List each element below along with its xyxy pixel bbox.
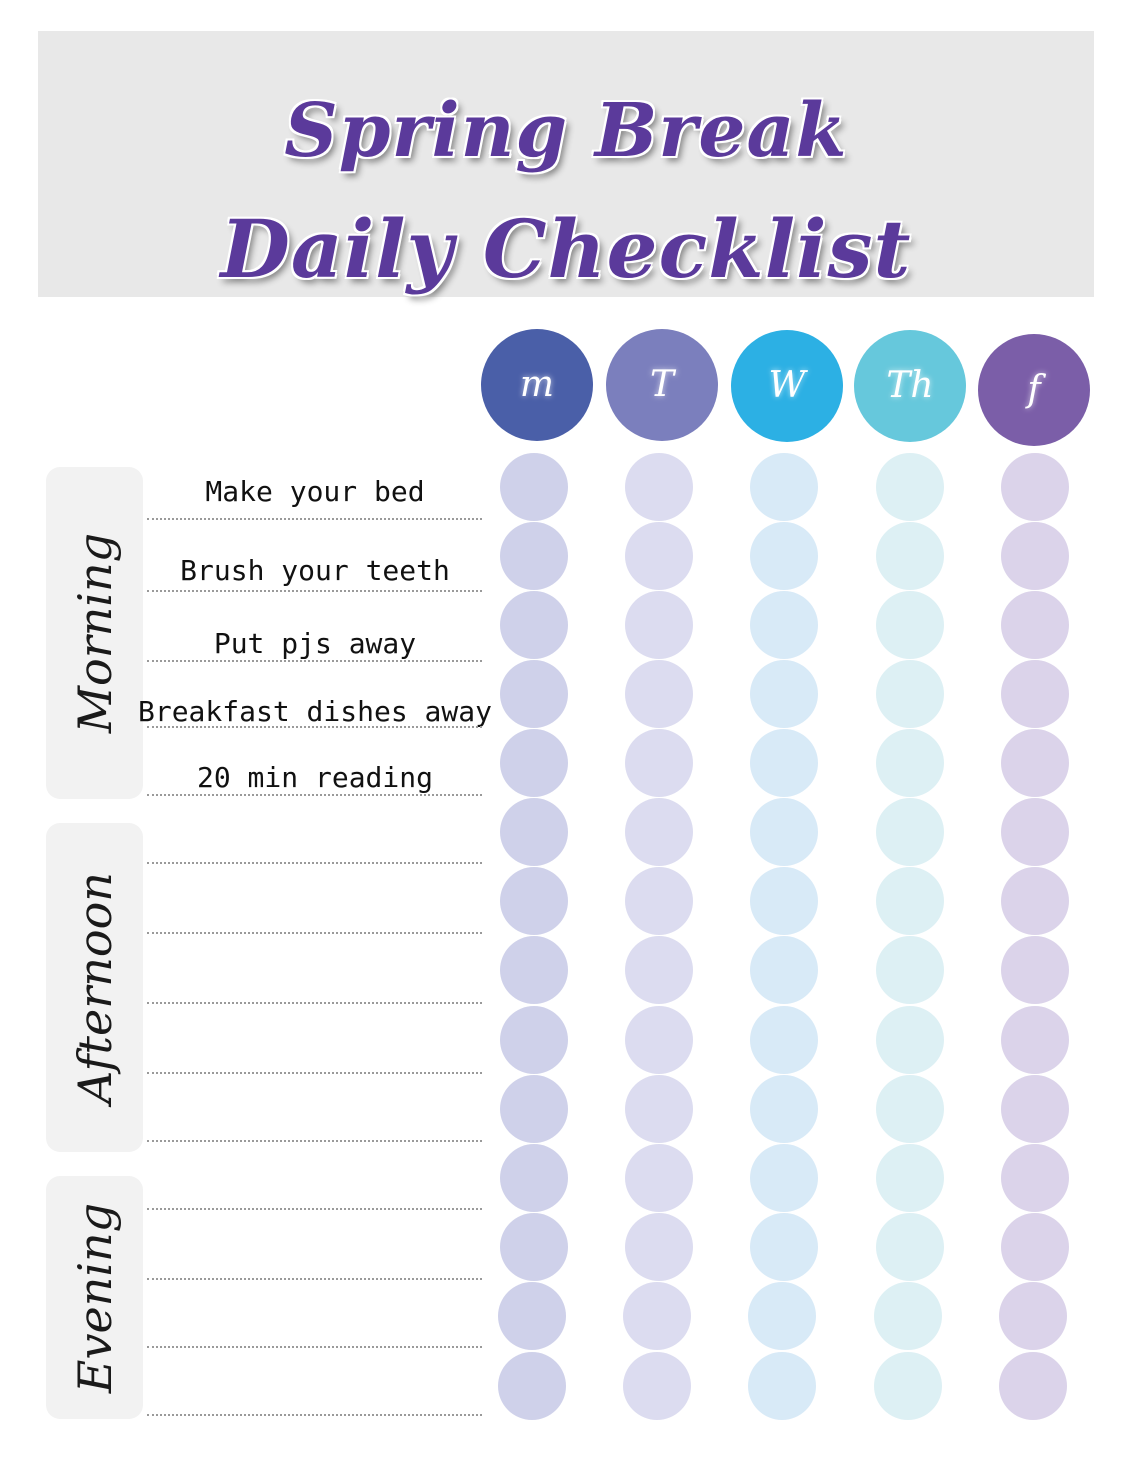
check-circle-t-1[interactable]: [625, 453, 693, 521]
check-circle-m-9[interactable]: [500, 1006, 568, 1074]
check-circle-w-8[interactable]: [750, 936, 818, 1004]
check-circle-th-1[interactable]: [876, 453, 944, 521]
check-circle-f-10[interactable]: [1001, 1075, 1069, 1143]
section-label-evening: Evening: [67, 1202, 122, 1393]
check-circle-w-4[interactable]: [750, 660, 818, 728]
check-circle-m-11[interactable]: [500, 1144, 568, 1212]
check-circle-w-9[interactable]: [750, 1006, 818, 1074]
check-circle-m-7[interactable]: [500, 867, 568, 935]
check-circle-m-3[interactable]: [500, 591, 568, 659]
check-circle-th-11[interactable]: [876, 1144, 944, 1212]
check-circle-m-6[interactable]: [500, 798, 568, 866]
check-circle-th-7[interactable]: [876, 867, 944, 935]
task-line: [147, 1414, 482, 1416]
task-line: [147, 1140, 482, 1142]
check-circle-f-7[interactable]: [1001, 867, 1069, 935]
check-circle-w-14[interactable]: [748, 1352, 816, 1420]
header: [38, 31, 1094, 297]
task-reading: 20 min reading: [196, 761, 433, 794]
check-circle-th-4[interactable]: [876, 660, 944, 728]
task-line: [147, 660, 482, 662]
check-circle-m-12[interactable]: [500, 1213, 568, 1281]
task-line: [147, 518, 482, 520]
check-circle-f-6[interactable]: [1001, 798, 1069, 866]
check-circle-th-10[interactable]: [876, 1075, 944, 1143]
check-circle-th-5[interactable]: [876, 729, 944, 797]
task-breakfast-dishes: Breakfast dishes away: [137, 695, 492, 728]
check-circle-f-1[interactable]: [1001, 453, 1069, 521]
check-circle-w-11[interactable]: [750, 1144, 818, 1212]
check-circle-w-10[interactable]: [750, 1075, 818, 1143]
check-circle-w-6[interactable]: [750, 798, 818, 866]
check-circle-th-2[interactable]: [876, 522, 944, 590]
check-circle-t-9[interactable]: [625, 1006, 693, 1074]
section-afternoon: [46, 823, 143, 1152]
check-circle-m-5[interactable]: [500, 729, 568, 797]
check-circle-t-7[interactable]: [625, 867, 693, 935]
task-line: [147, 1072, 482, 1074]
check-circle-m-2[interactable]: [500, 522, 568, 590]
task-line: [147, 862, 482, 864]
task-line: [147, 1208, 482, 1210]
check-circle-t-5[interactable]: [625, 729, 693, 797]
check-circle-t-8[interactable]: [625, 936, 693, 1004]
task-line: [147, 1278, 482, 1280]
task-line: [147, 1346, 482, 1348]
day-thursday: Th: [854, 330, 966, 442]
check-circle-f-2[interactable]: [1001, 522, 1069, 590]
check-circle-f-3[interactable]: [1001, 591, 1069, 659]
check-circle-t-14[interactable]: [623, 1352, 691, 1420]
check-circle-t-2[interactable]: [625, 522, 693, 590]
check-circle-f-5[interactable]: [1001, 729, 1069, 797]
check-circle-m-1[interactable]: [500, 453, 568, 521]
check-circle-f-9[interactable]: [1001, 1006, 1069, 1074]
check-circle-t-13[interactable]: [623, 1282, 691, 1350]
day-wednesday: W: [731, 330, 843, 442]
check-circle-f-11[interactable]: [1001, 1144, 1069, 1212]
check-circle-th-9[interactable]: [876, 1006, 944, 1074]
day-tuesday: T: [606, 329, 718, 441]
check-circle-w-2[interactable]: [750, 522, 818, 590]
check-circle-th-13[interactable]: [874, 1282, 942, 1350]
check-circle-th-6[interactable]: [876, 798, 944, 866]
check-circle-m-10[interactable]: [500, 1075, 568, 1143]
check-circle-t-4[interactable]: [625, 660, 693, 728]
check-circle-th-3[interactable]: [876, 591, 944, 659]
task-put-pjs-away: Put pjs away: [213, 627, 417, 660]
task-line: [147, 794, 482, 796]
section-label-morning: Morning: [67, 532, 122, 734]
task-line: [147, 726, 482, 728]
section-label-afternoon: Afternoon: [67, 871, 122, 1104]
check-circle-t-6[interactable]: [625, 798, 693, 866]
check-circle-th-12[interactable]: [876, 1213, 944, 1281]
task-make-bed: Make your bed: [205, 475, 425, 508]
check-circle-th-14[interactable]: [874, 1352, 942, 1420]
check-circle-m-8[interactable]: [500, 936, 568, 1004]
page-title-line2: Daily Checklist: [220, 202, 912, 296]
page-title-line1: Spring Break: [284, 88, 848, 174]
day-friday: f: [978, 334, 1090, 446]
check-circle-t-10[interactable]: [625, 1075, 693, 1143]
check-circle-f-13[interactable]: [999, 1282, 1067, 1350]
check-circle-w-12[interactable]: [750, 1213, 818, 1281]
check-circle-th-8[interactable]: [876, 936, 944, 1004]
check-circle-t-11[interactable]: [625, 1144, 693, 1212]
check-circle-w-5[interactable]: [750, 729, 818, 797]
task-line: [147, 932, 482, 934]
check-circle-w-13[interactable]: [748, 1282, 816, 1350]
check-circle-w-7[interactable]: [750, 867, 818, 935]
check-circle-f-8[interactable]: [1001, 936, 1069, 1004]
check-circle-f-14[interactable]: [999, 1352, 1067, 1420]
check-circle-f-12[interactable]: [1001, 1213, 1069, 1281]
check-circle-t-3[interactable]: [625, 591, 693, 659]
task-brush-teeth: Brush your teeth: [180, 554, 450, 587]
task-line: [147, 1002, 482, 1004]
check-circle-m-4[interactable]: [500, 660, 568, 728]
section-evening: [46, 1176, 143, 1419]
check-circle-w-3[interactable]: [750, 591, 818, 659]
check-circle-w-1[interactable]: [750, 453, 818, 521]
day-monday: m: [481, 329, 593, 441]
check-circle-m-13[interactable]: [498, 1282, 566, 1350]
task-line: [147, 590, 482, 592]
check-circle-f-4[interactable]: [1001, 660, 1069, 728]
check-circle-t-12[interactable]: [625, 1213, 693, 1281]
section-morning: [46, 467, 143, 799]
check-circle-m-14[interactable]: [498, 1352, 566, 1420]
